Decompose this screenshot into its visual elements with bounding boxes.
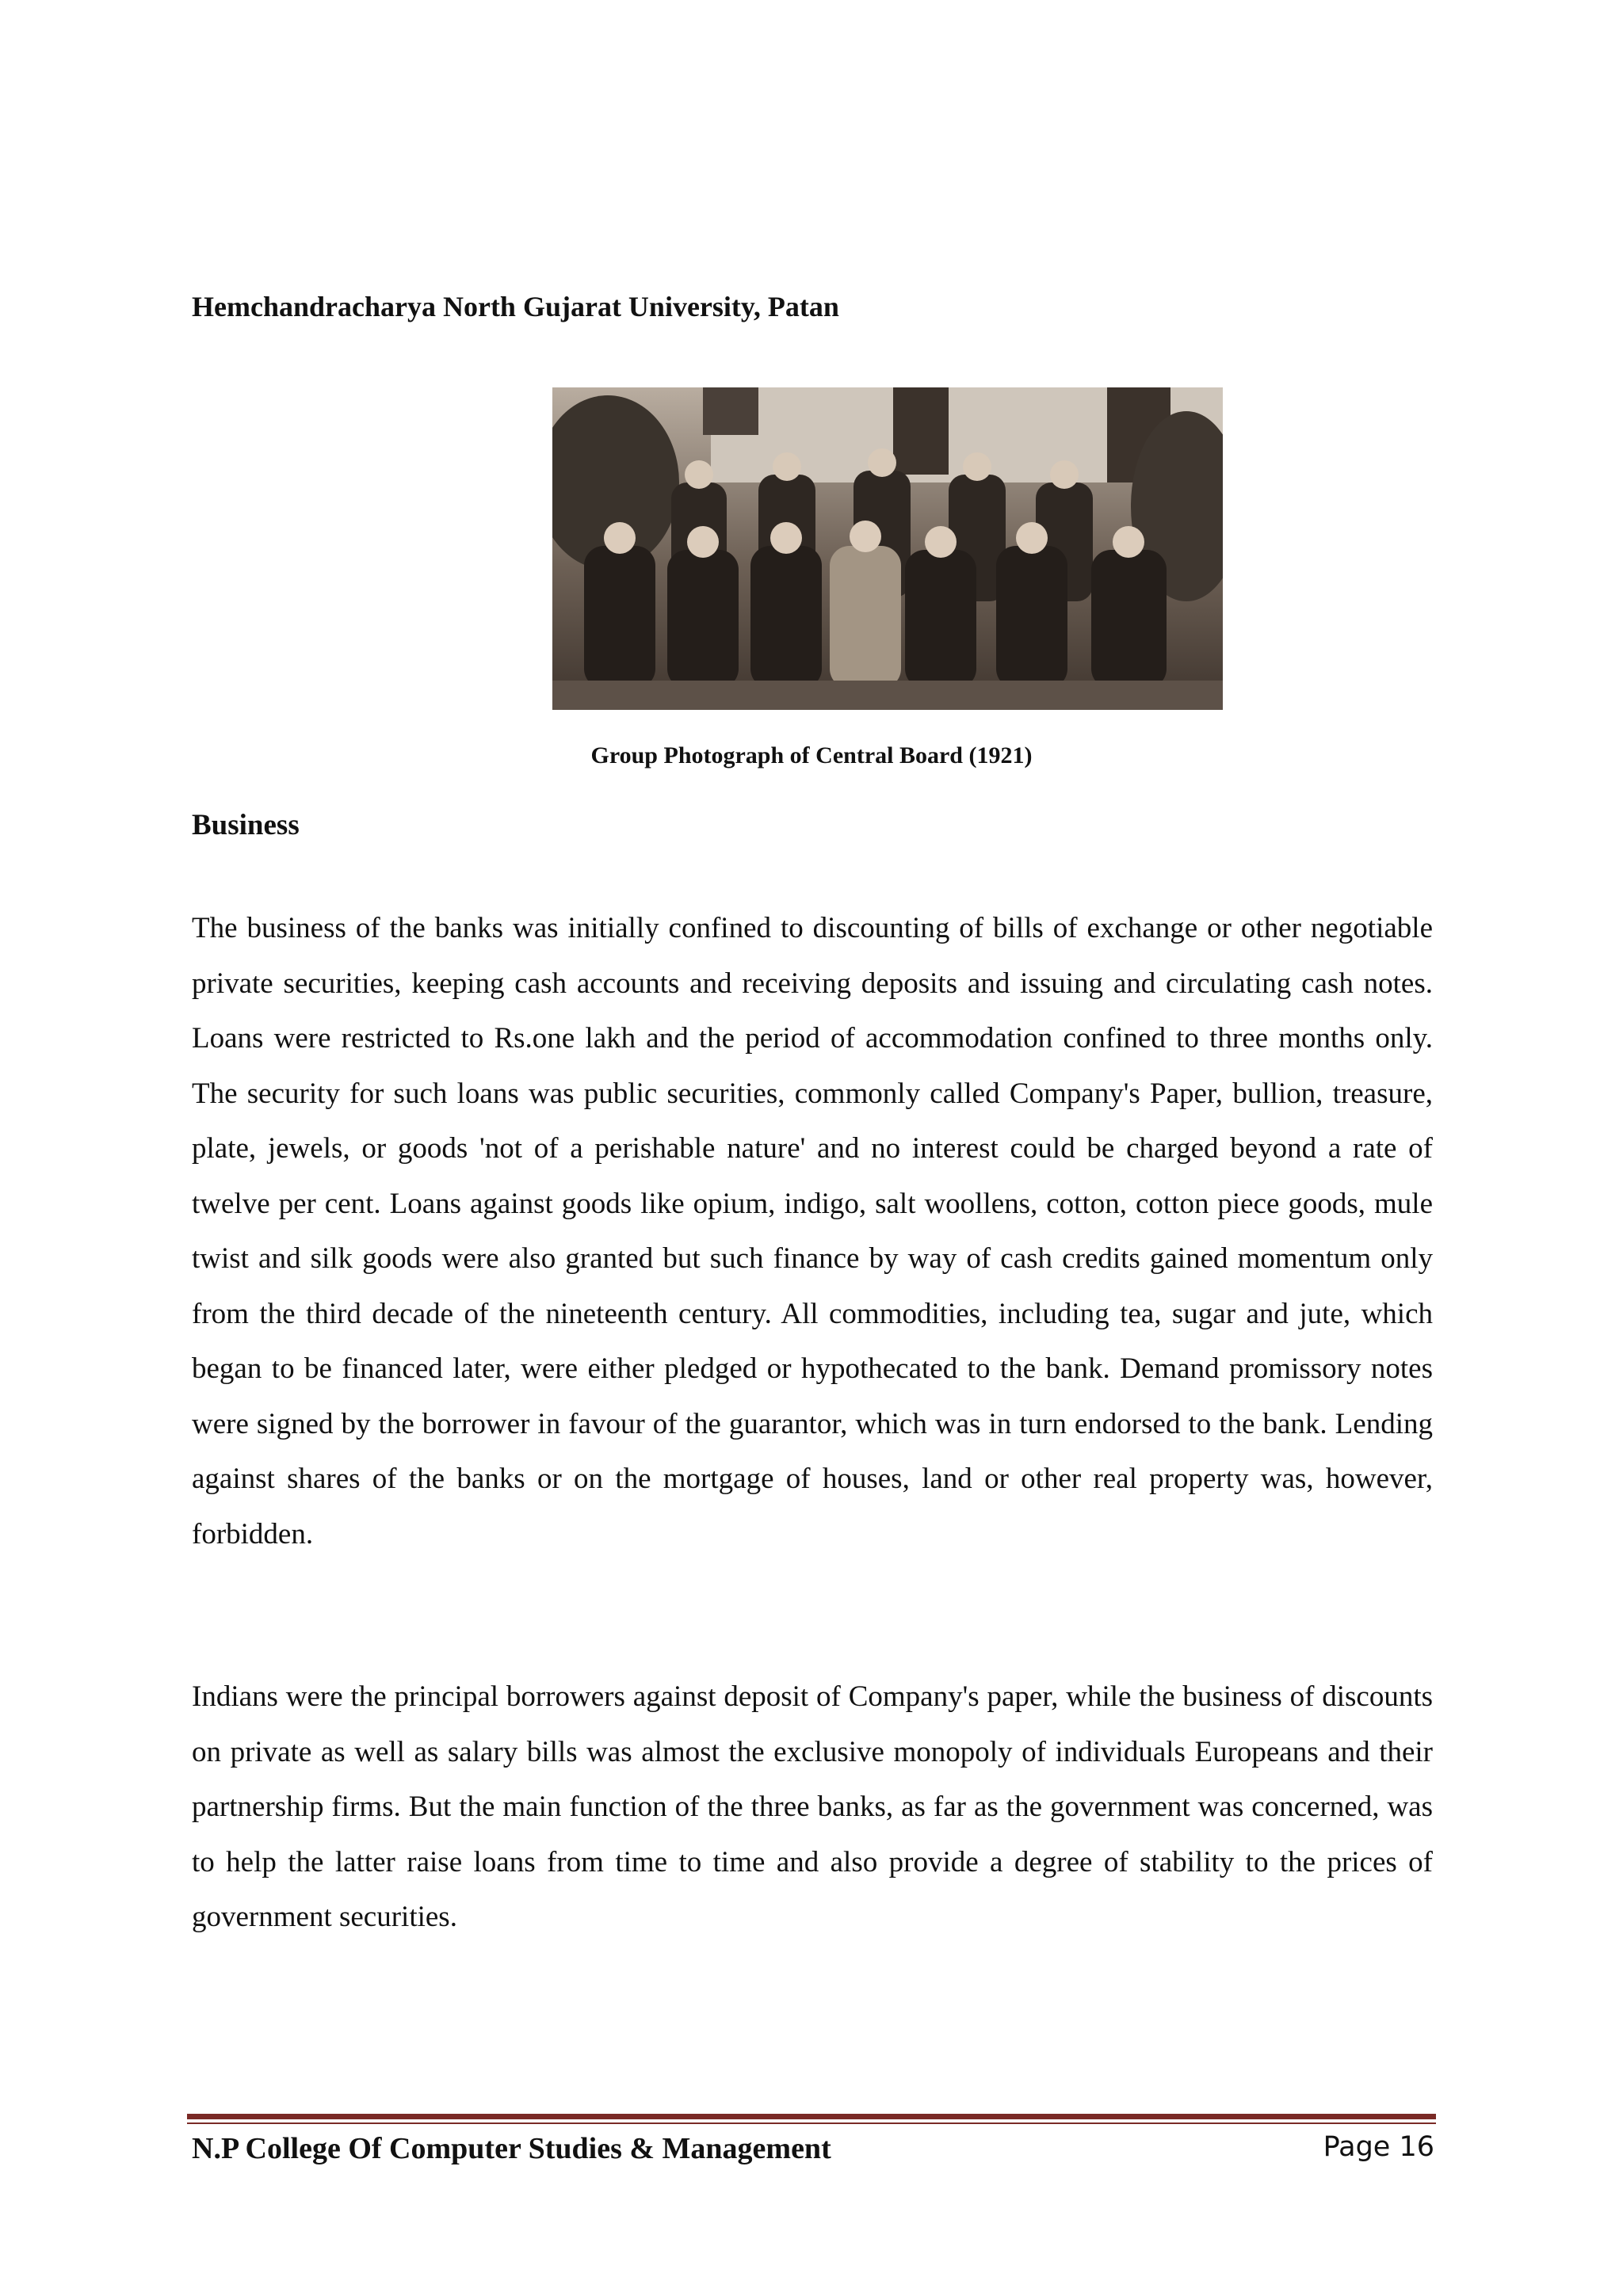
group-photograph: [552, 387, 1223, 710]
figure-caption: [0, 742, 1623, 769]
footer-divider-thin: [187, 2122, 1436, 2124]
group-photo-illustration: [552, 387, 1223, 710]
paragraph-borrowers: Indians were the principal borrowers against deposit of Company's paper, while the business of discounts on private as well as salary bills was almost the exclusive monopoly of individuals Europeans and their partnership firms. But the main function of the three banks, as far as the government was concerned, was to help the latter raise loans from time to time and also provide a degree of stability to the prices of government securities.: [192, 1680, 1433, 1933]
section-title: Business: [192, 809, 300, 841]
footer-college-name: N.P College Of Computer Studies & Management: [192, 2132, 831, 2165]
page-number: Page 16: [1323, 2131, 1434, 2163]
university-header: Hemchandracharya North Gujarat University, Patan: [192, 291, 839, 322]
figure-caption-text: Group Photograph of Central Board (1921): [590, 742, 1033, 769]
footer-divider: [187, 2114, 1436, 2119]
paragraph-business-scope: The business of the banks was initially confined to discounting of bills of exchange or other negotiable private securities, keeping cash accounts and receiving deposits and issuing and circulating cash notes. Loans were restricted to Rs.one lakh and the period of accommodation confined to three months only. The security for such loans was public securities, commonly called Company's Paper, bullion, treasure, plate, jewels, or goods 'not of a perishable nature' and no interest could be charged beyond a rate of twelve per cent. Loans against goods like opium, indigo, salt woollens, cotton, cotton piece goods, mule twist and silk goods were also granted but such finance by way of cash credits gained momentum only from the third decade of the nineteenth century. All commodities, including tea, sugar and jute, which began to be financed later, were either pledged or hypothecated to the bank. Demand promissory notes were signed by the borrower in favour of the guarantor, which was in turn endorsed to the bank. Lending against shares of the banks or on the mortgage of houses, land or other real property was, however, forbidden.: [192, 912, 1433, 1550]
